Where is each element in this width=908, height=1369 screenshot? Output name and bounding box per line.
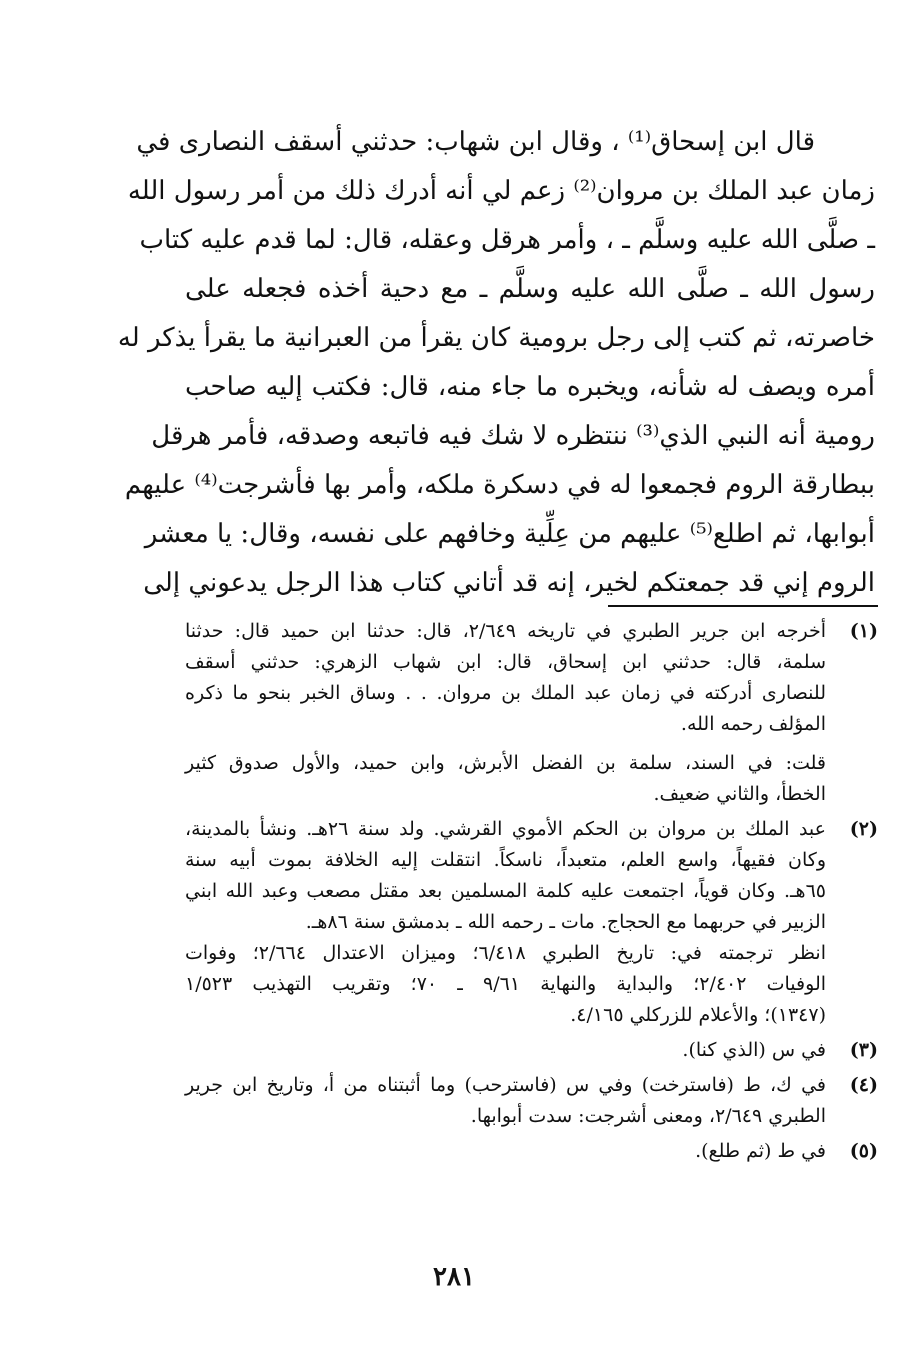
footnotes (185, 616, 878, 1171)
footnote-body (185, 1070, 826, 1132)
footnote-divider (608, 605, 878, 607)
footnote-line: سلمة، قال: حدثني ابن إسحاق، قال: ابن شهاب الزهري: حدثني أسقف (185, 651, 826, 673)
page-number: ٢٨١ (433, 1262, 475, 1292)
footnote-note-line: الخطأ، والثاني ضعيف. (653, 783, 826, 805)
text-line: أبوابها، ثم اطلع⁽⁵⁾ عليهم من عِلِّية وخافهم على نفسه، وقال: يا معشر (144, 519, 875, 549)
text-line: ـ صلَّى الله عليه وسلَّم ـ ، وأمر هرقل وعقله، قال: لما قدم عليه كتاب (139, 225, 875, 255)
text-line: خاصرته، ثم كتب إلى رجل برومية كان يقرأ من العبرانية ما يقرأ يذكر له (117, 323, 875, 353)
footnote-body (185, 1035, 826, 1066)
footnote-body (185, 616, 826, 810)
footnote-line: ٦٥هـ. وكان قوياً، اجتمعت عليه كلمة المسلمين بعد مقتل مصعب وعبد الله ابني (185, 880, 826, 902)
footnote-number: (١) (849, 620, 878, 642)
footnote-line: (١٣٤٧)؛ والأعلام للزركلي ٤/١٦٥. (570, 1004, 826, 1026)
footnote-line: المؤلف رحمه الله. (680, 713, 826, 735)
text-line: رومية أنه النبي الذي⁽³⁾ ننتظره لا شك فيه فاتبعه وصدقه، فأمر هرقل (151, 421, 875, 451)
footnote-number: (٤) (849, 1074, 878, 1096)
text-line: قال ابن إسحاق⁽¹⁾ ، وقال ابن شهاب: حدثني أسقف النصارى في (136, 127, 815, 157)
footnote-2 (185, 814, 878, 1031)
footnote-line: عبد الملك بن مروان بن الحكم الأموي القرشي. ولد سنة ٢٦هـ. ونشأ بالمدينة، (185, 818, 826, 840)
footnote-number: (٣) (849, 1039, 878, 1061)
footnote-line: في ط (ثم طلع). (695, 1140, 826, 1162)
footnote-3 (185, 1035, 878, 1066)
text-line: ببطارقة الروم فجمعوا له في دسكرة ملكه، وأمر بها فأشرجت⁽⁴⁾ عليهم (124, 470, 875, 500)
footnote-body (185, 814, 826, 1031)
footnote-body (185, 1136, 826, 1167)
footnote-line: في س (الذي كنا). (682, 1039, 826, 1061)
text-line: الروم إني قد جمعتكم لخير، إنه قد أتاني كتاب هذا الرجل يدعوني إلى (143, 568, 875, 598)
footnote-number: (٥) (849, 1140, 878, 1162)
text-line: رسول الله ـ صلَّى الله عليه وسلَّم ـ مع دحية أخذه فجعله على (185, 274, 875, 304)
footnote-line: أخرجه ابن جرير الطبري في تاريخه ٢/٦٤٩، قال: حدثنا ابن حميد قال: حدثنا (185, 620, 826, 642)
footnote-1 (185, 616, 878, 810)
footnote-line: وكان فقيهاً، واسع العلم، متعبداً، ناسكاً. انتقلت إليه الخلافة بموت أبيه سنة (185, 849, 826, 871)
main-text (117, 118, 875, 608)
footnote-line: الوفيات ٢/٤٠٢؛ والبداية والنهاية ٩/٦١ ـ ٧٠؛ وتقريب التهذيب ١/٥٢٣ (185, 973, 827, 995)
footnote-4 (185, 1070, 878, 1132)
footnote-number: (٢) (849, 818, 878, 840)
footnote-spacer (185, 740, 826, 748)
footnote-line: الزبير في حربهما مع الحجاج. مات ـ رحمه الله ـ بدمشق سنة ٨٦هـ. (305, 911, 826, 933)
footnote-line: الطبري ٢/٦٤٩، ومعنى أشرجت: سدت أبوابها. (470, 1105, 826, 1127)
footnote-line: انظر ترجمته في: تاريخ الطبري ٦/٤١٨؛ وميزان الاعتدال ٢/٦٦٤؛ وفوات (185, 942, 826, 964)
footnote-line: في ك، ط (فاسترخت) وفي س (فاسترحب) وما أثبتناه من أ، وتاريخ ابن جرير (185, 1074, 826, 1096)
footnote-note-line: قلت: في السند، سلمة بن الفضل الأبرش، وابن حميد، والأول صدوق كثير (185, 752, 826, 774)
text-line: أمره ويصف له شأنه، ويخبره ما جاء منه، قال: فكتب إليه صاحب (185, 372, 875, 402)
footnote-line: للنصارى أدركته في زمان عبد الملك بن مروان. . . وساق الخبر بنحو ما ذكره (185, 682, 826, 704)
footnote-5 (185, 1136, 878, 1167)
text-line: زمان عبد الملك بن مروان⁽²⁾ زعم لي أنه أدرك ذلك من أمر رسول الله (127, 176, 875, 206)
